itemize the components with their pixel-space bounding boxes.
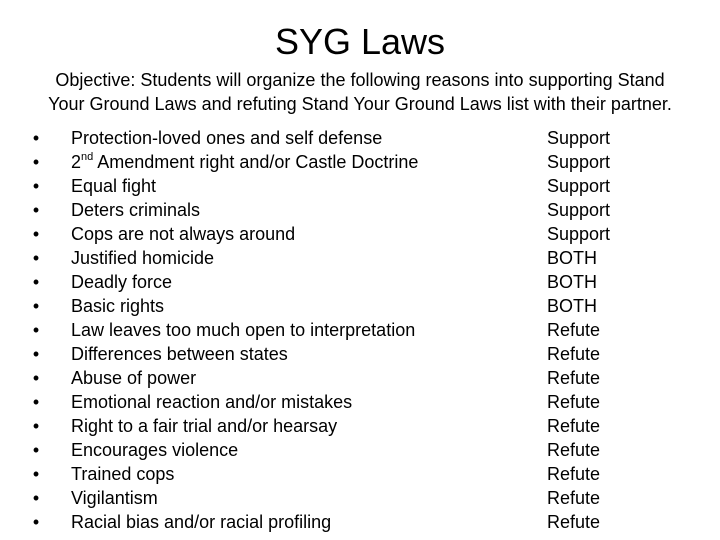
bullet-icon: • [32,440,40,460]
bullet-icon: • [32,176,40,196]
reason-text: Encourages violence [71,440,239,460]
reason-text: Deadly force [71,272,173,292]
reason-prefix: 2 [71,152,82,172]
list-item [0,150,720,174]
list-item [0,510,720,534]
verdict-label: Support [547,152,611,172]
reason-text: Trained cops [71,464,175,484]
list-item [0,174,720,198]
objective-text [0,68,720,116]
slide-title: SYG Laws [274,21,446,62]
list-item [0,198,720,222]
reason-text: Emotional reaction and/or mistakes [71,392,353,412]
bullet-icon: • [32,344,40,364]
bullet-icon: • [32,368,40,388]
list-item [0,462,720,486]
list-item [0,414,720,438]
bullet-icon: • [32,320,40,340]
reason-text: Right to a fair trial and/or hearsay [71,416,338,436]
verdict-label: Refute [547,440,601,460]
objective-line-1: Objective: Students will organize the following reasons into supporting Stand [55,70,665,90]
verdict-label: Refute [547,464,601,484]
list-item [0,222,720,246]
verdict-label: Refute [547,344,601,364]
reason-suffix: Amendment right and/or Castle Doctrine [93,152,419,172]
bullet-icon: • [32,512,40,532]
bullet-icon: • [32,248,40,268]
bullet-icon: • [32,152,40,172]
bullet-icon: • [32,296,40,316]
verdict-label: Refute [547,416,601,436]
verdict-label: Refute [547,488,601,508]
bullet-icon: • [32,224,40,244]
verdict-label: Support [547,200,611,220]
reason-text: Differences between states [71,344,288,364]
reason-text: Racial bias and/or racial profiling [71,512,332,532]
bullet-icon: • [32,416,40,436]
list-item [0,486,720,510]
verdict-label: BOTH [547,296,598,316]
objective-line-2: Your Ground Laws and refuting Stand Your Ground Laws list with their partner. [48,94,672,114]
list-item [0,270,720,294]
verdict-label: BOTH [547,248,598,268]
bullet-icon: • [32,392,40,412]
verdict-label: Support [547,224,611,244]
list-item [0,438,720,462]
reason-superscript: nd [81,151,94,163]
list-item [0,126,720,150]
reason-text: Deters criminals [71,200,201,220]
list-item [0,294,720,318]
list-item [0,318,720,342]
verdict-label: Support [547,128,611,148]
verdict-label: Refute [547,320,601,340]
bullet-icon: • [32,488,40,508]
bullet-icon: • [32,272,40,292]
reason-text: Abuse of power [71,368,197,388]
bullet-icon: • [32,200,40,220]
verdict-label: Refute [547,392,601,412]
list-item [0,342,720,366]
verdict-label: Refute [547,368,601,388]
reason-text: Justified homicide [71,248,215,268]
list-item [0,246,720,270]
reason-text: Law leaves too much open to interpretation [71,320,416,340]
reason-text: Cops are not always around [71,224,296,244]
reason-text: Equal fight [71,176,157,196]
bullet-icon: • [32,464,40,484]
verdict-label: BOTH [547,272,598,292]
reason-text: Vigilantism [71,488,158,508]
reason-text [71,150,418,174]
reason-text: Protection-loved ones and self defense [71,128,383,148]
verdict-label: Refute [547,512,601,532]
bullet-icon: • [32,128,40,148]
reasons-list [0,126,720,534]
list-item [0,366,720,390]
list-item [0,390,720,414]
verdict-label: Support [547,176,611,196]
reason-text: Basic rights [71,296,165,316]
